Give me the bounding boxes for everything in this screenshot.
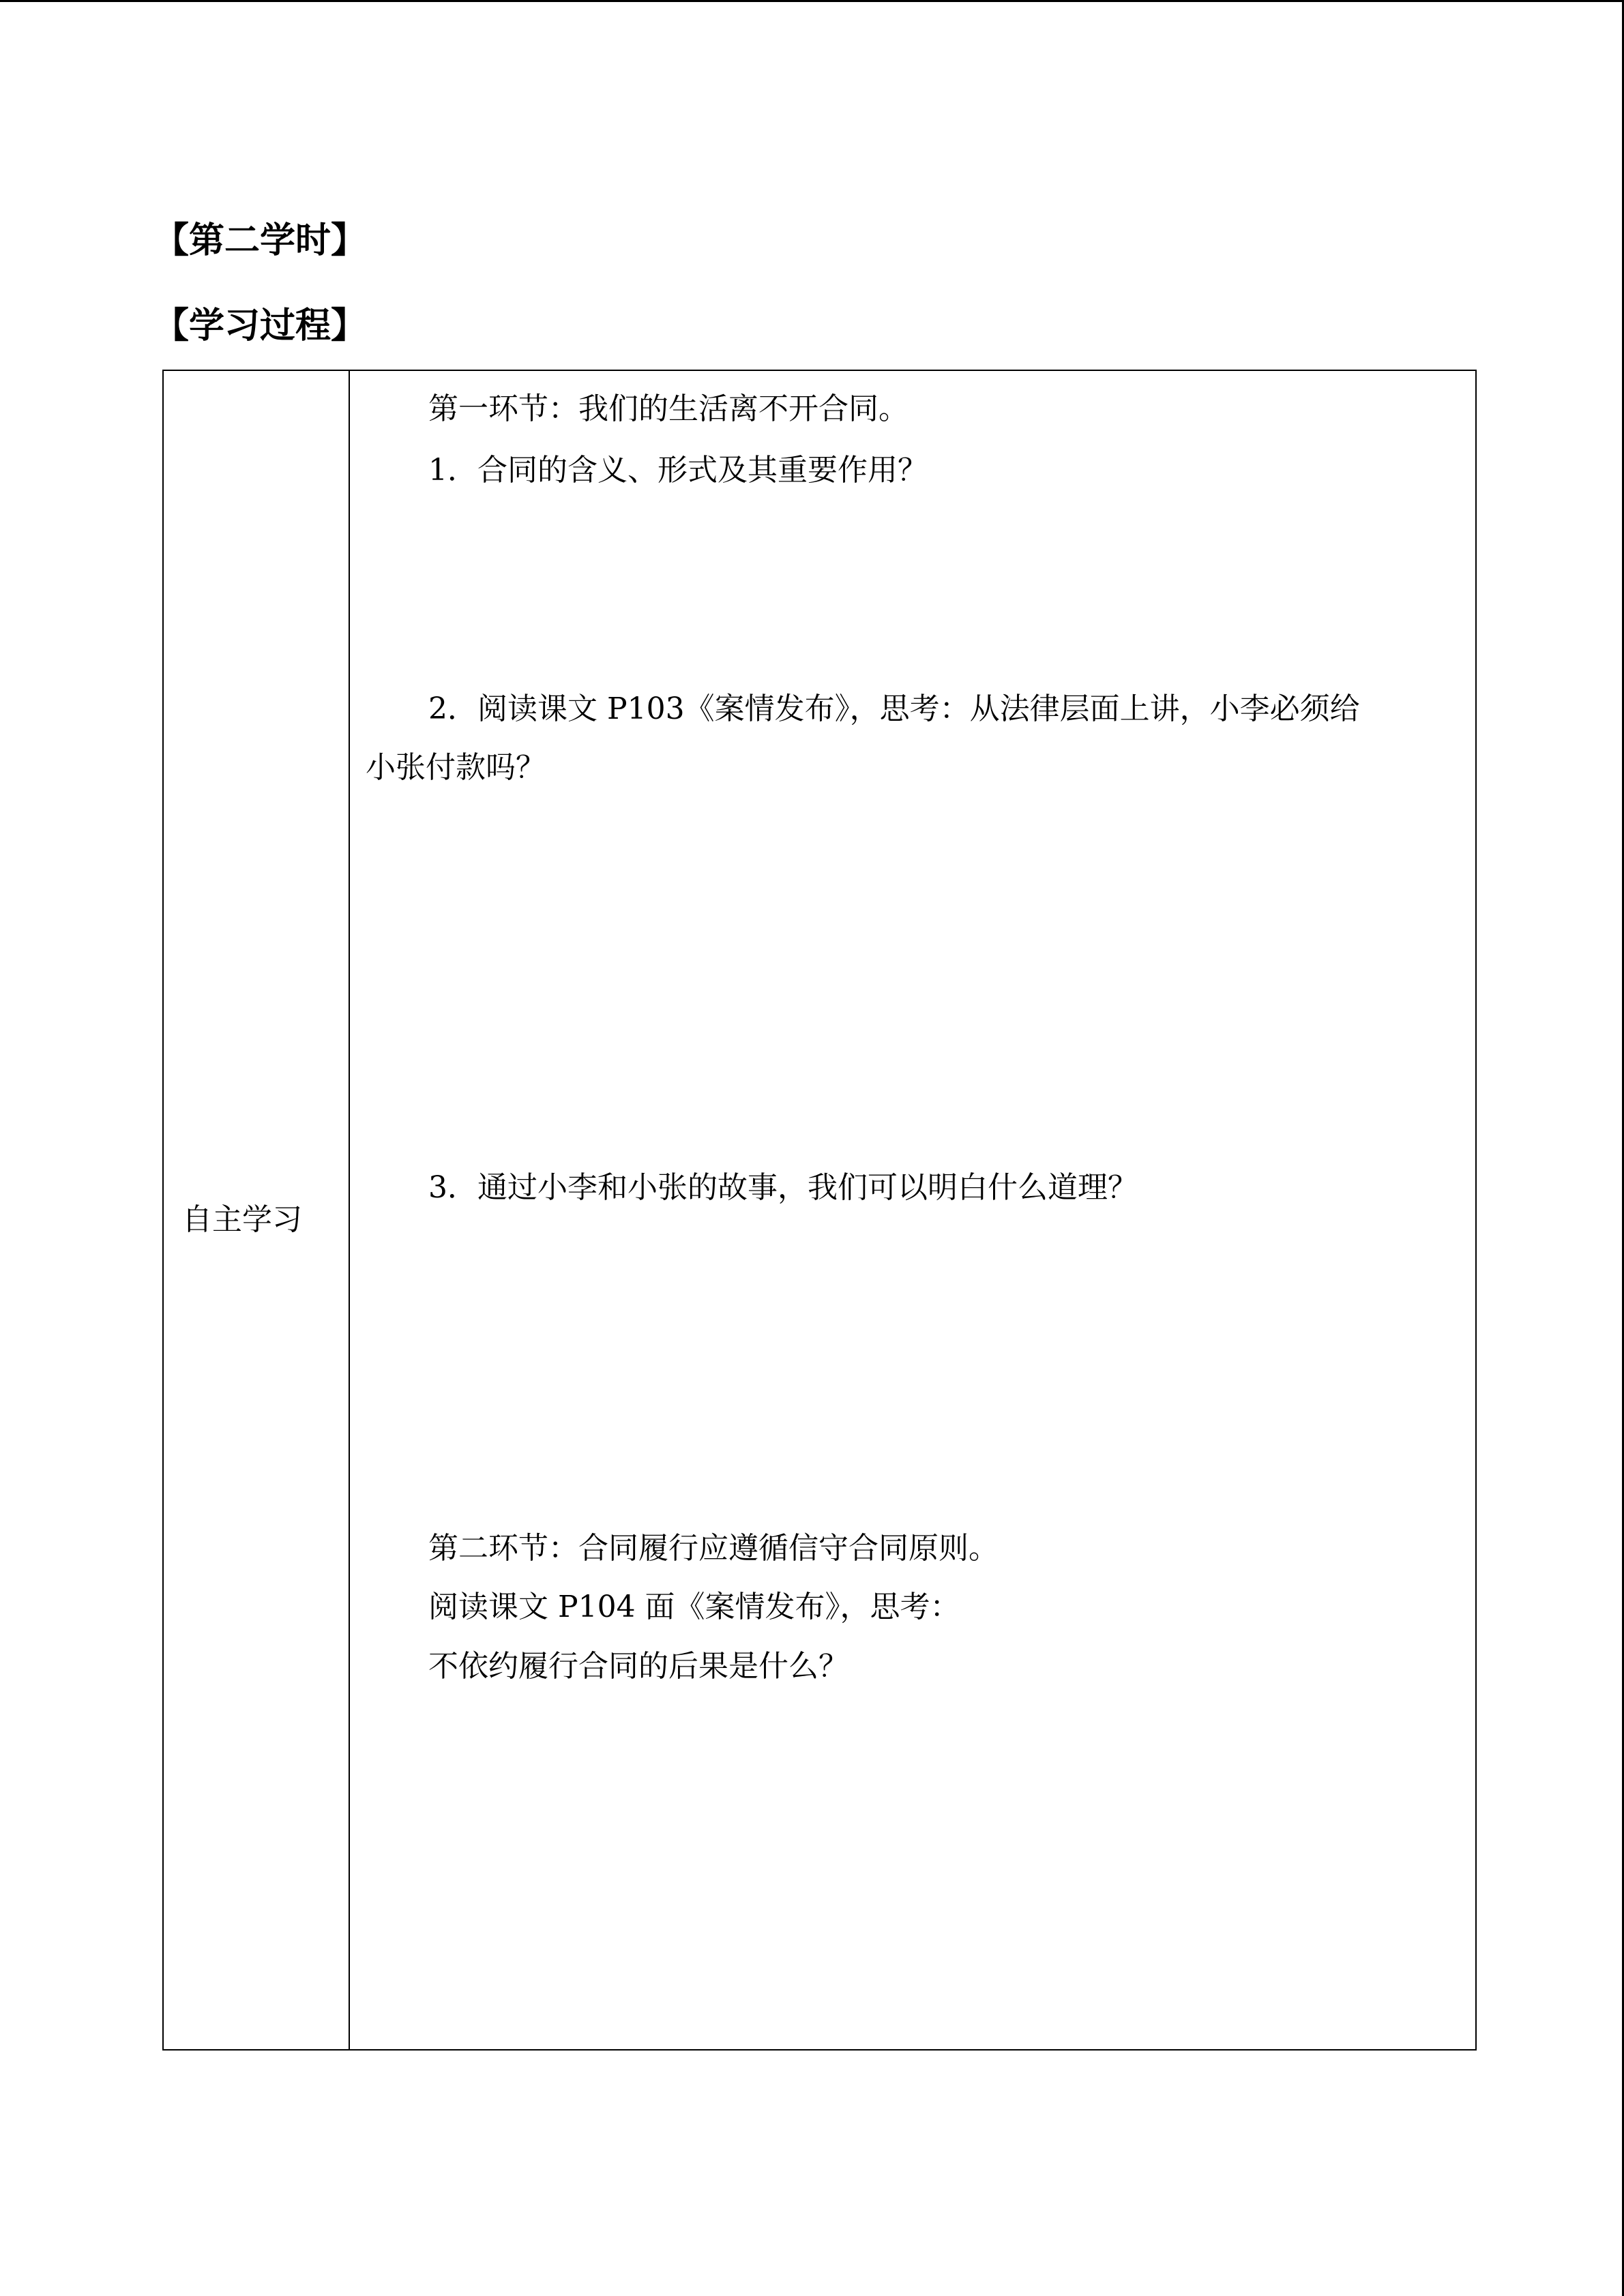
column-divider <box>349 371 350 2049</box>
section2-question: 不依约履行合同的后果是什么？ <box>428 1649 848 1684</box>
learning-process-table <box>162 370 1477 2051</box>
session-heading: 【第二学时】 <box>153 220 367 261</box>
page-border-top <box>0 0 1624 2</box>
section1-title: 第一环节：我们的生活离不开合同。 <box>428 391 909 426</box>
row-label: 自主学习 <box>182 1202 302 1237</box>
section2-title: 第二环节：合同履行应遵循信守合同原则。 <box>428 1531 999 1566</box>
question-2-line-1: 2．阅读课文 P103《案情发布》，思考：从法律层面上讲，小李必须给 <box>428 691 1360 726</box>
section2-prompt: 阅读课文 P104 面《案情发布》，思考： <box>428 1590 960 1624</box>
question-1: 1．合同的含义、形式及其重要作用？ <box>428 453 928 488</box>
process-heading: 【学习过程】 <box>153 305 367 346</box>
question-3: 3．通过小李和小张的故事，我们可以明白什么道理？ <box>428 1170 1138 1205</box>
question-2-line-2: 小张付款吗？ <box>366 750 546 785</box>
row-label-cell <box>164 371 349 2049</box>
